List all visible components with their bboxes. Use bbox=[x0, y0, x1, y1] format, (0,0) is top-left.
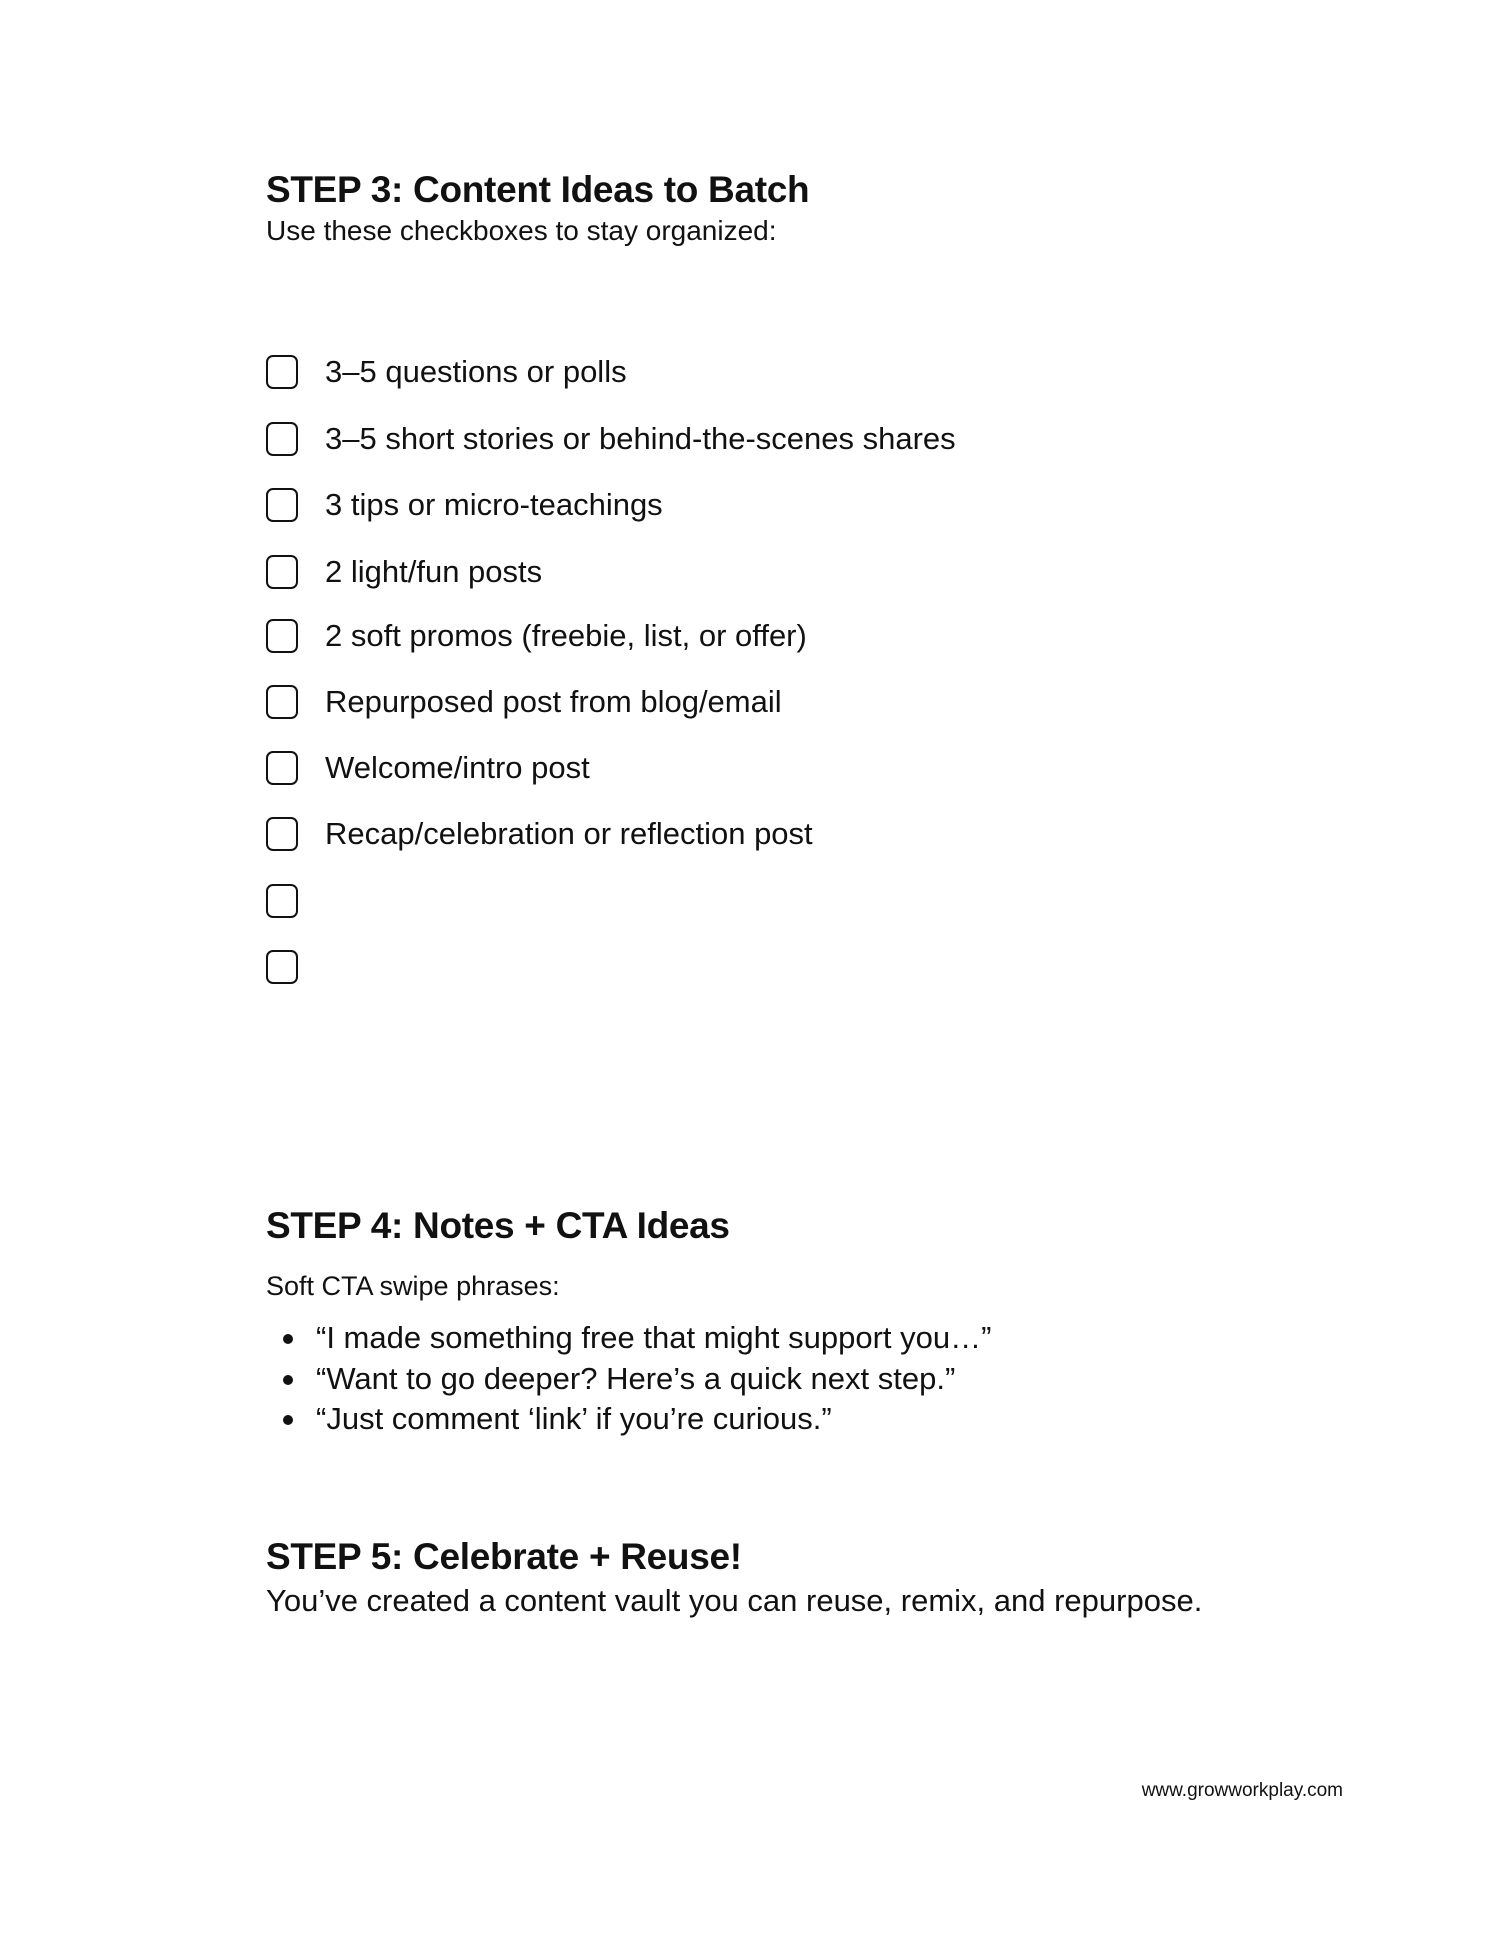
checkbox[interactable] bbox=[266, 685, 298, 719]
step5-text: You’ve created a content vault you can reuse, remix, and repurpose. bbox=[266, 1583, 1203, 1618]
checkbox[interactable] bbox=[266, 355, 298, 389]
step3-heading: STEP 3: Content Ideas to Batch bbox=[266, 169, 810, 210]
checklist-item-blank[interactable] bbox=[266, 947, 325, 987]
cta-phrase: “Just comment ‘link’ if you’re curious.” bbox=[266, 1399, 991, 1440]
checklist-item[interactable] bbox=[266, 682, 782, 722]
cta-phrase: “Want to go deeper? Here’s a quick next step.” bbox=[266, 1359, 991, 1400]
step4-heading: STEP 4: Notes + CTA Ideas bbox=[266, 1205, 730, 1246]
step3-intro: Use these checkboxes to stay organized: bbox=[266, 215, 777, 246]
checklist-label: 3–5 short stories or behind-the-scenes shares bbox=[325, 421, 956, 456]
step5-heading: STEP 5: Celebrate + Reuse! bbox=[266, 1536, 742, 1577]
checkbox[interactable] bbox=[266, 817, 298, 851]
checklist-item[interactable] bbox=[266, 748, 590, 788]
checklist-item[interactable] bbox=[266, 814, 813, 854]
checkbox[interactable] bbox=[266, 488, 298, 522]
checklist-label: Repurposed post from blog/email bbox=[325, 684, 782, 719]
checklist-label: 3–5 questions or polls bbox=[325, 354, 627, 389]
checklist-label: 2 soft promos (freebie, list, or offer) bbox=[325, 618, 807, 653]
checklist-item[interactable] bbox=[266, 352, 627, 392]
checklist-label: 3 tips or micro-teachings bbox=[325, 487, 663, 522]
checklist-label: Welcome/intro post bbox=[325, 750, 590, 785]
checklist-item[interactable] bbox=[266, 616, 807, 656]
cta-phrase: “I made something free that might support you…” bbox=[266, 1318, 991, 1359]
checklist-label: 2 light/fun posts bbox=[325, 554, 543, 589]
checklist-item[interactable] bbox=[266, 552, 542, 592]
checklist-item[interactable] bbox=[266, 419, 956, 459]
checklist-item[interactable] bbox=[266, 485, 663, 525]
checkbox[interactable] bbox=[266, 884, 298, 918]
step4-intro: Soft CTA swipe phrases: bbox=[266, 1271, 560, 1301]
checklist-item-blank[interactable] bbox=[266, 881, 325, 921]
cta-phrase-list bbox=[266, 1318, 991, 1440]
checklist-label: Recap/celebration or reflection post bbox=[325, 816, 813, 851]
checkbox[interactable] bbox=[266, 751, 298, 785]
checkbox[interactable] bbox=[266, 555, 298, 589]
checkbox[interactable] bbox=[266, 619, 298, 653]
footer-url: www.growworkplay.com bbox=[1141, 1780, 1343, 1801]
checkbox[interactable] bbox=[266, 950, 298, 984]
checkbox[interactable] bbox=[266, 422, 298, 456]
